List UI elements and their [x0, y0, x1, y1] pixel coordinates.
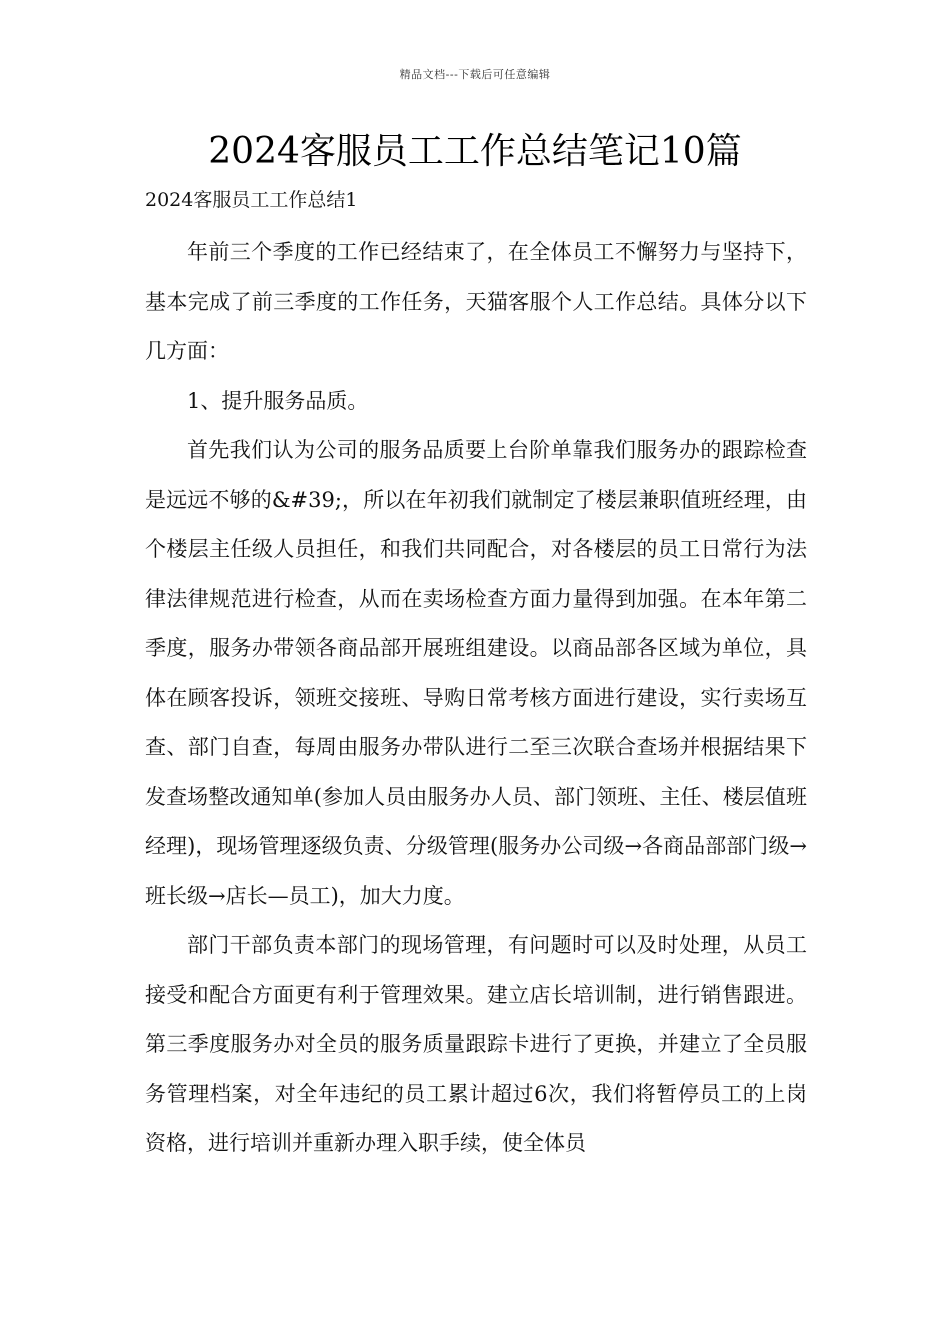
paragraph-department-management: 部门干部负责本部门的现场管理，有问题时可以及时处理，从员工接受和配合方面更有利于管理效果。建立店长培训制，进行销售跟进。第三季度服务办对全员的服务质量跟踪卡进行了更换，并建立了全员服务管理档案，对全年违纪的员工累计超过6次，我们将暂停员工的上岗资格，进行培训并重新办理入职手续，使全体员 [145, 933, 807, 1155]
paragraph-item-heading: 1、提升服务品质。 [187, 388, 369, 413]
paragraph-intro: 年前三个季度的工作已经结束了，在全体员工不懈努力与坚持下，基本完成了前三季度的工作任务，天猫客服个人工作总结。具体分以下几方面： [145, 240, 807, 363]
header-note: 精品文档---下载后可任意编辑 [399, 68, 551, 81]
document-body [145, 228, 807, 1169]
section-title: 2024客服员工工作总结1 [145, 189, 358, 211]
document-title: 2024客服员工工作总结笔记10篇 [208, 131, 742, 172]
paragraph-service-quality: 首先我们认为公司的服务品质要上台阶单靠我们服务办的跟踪检查是远远不够的&#39;，所以在年初我们就制定了楼层兼职值班经理，由个楼层主任级人员担任，和我们共同配合，对各楼层的员工日常行为法律法律规范进行检查，从而在卖场检查方面力量得到加强。在本年第二季度，服务办带领各商品部开展班组建设。以商品部各区域为单位，具体在顾客投诉，领班交接班、导购日常考核方面进行建设，实行卖场互查、部门自查，每周由服务办带队进行二至三次联合查场并根据结果下发查场整改通知单(参加人员由服务办人员、部门领班、主任、楼层值班经理)，现场管理逐级负责、分级管理(服务办公司级→各商品部部门级→班长级→店长—员工)，加大力度。 [145, 438, 807, 908]
